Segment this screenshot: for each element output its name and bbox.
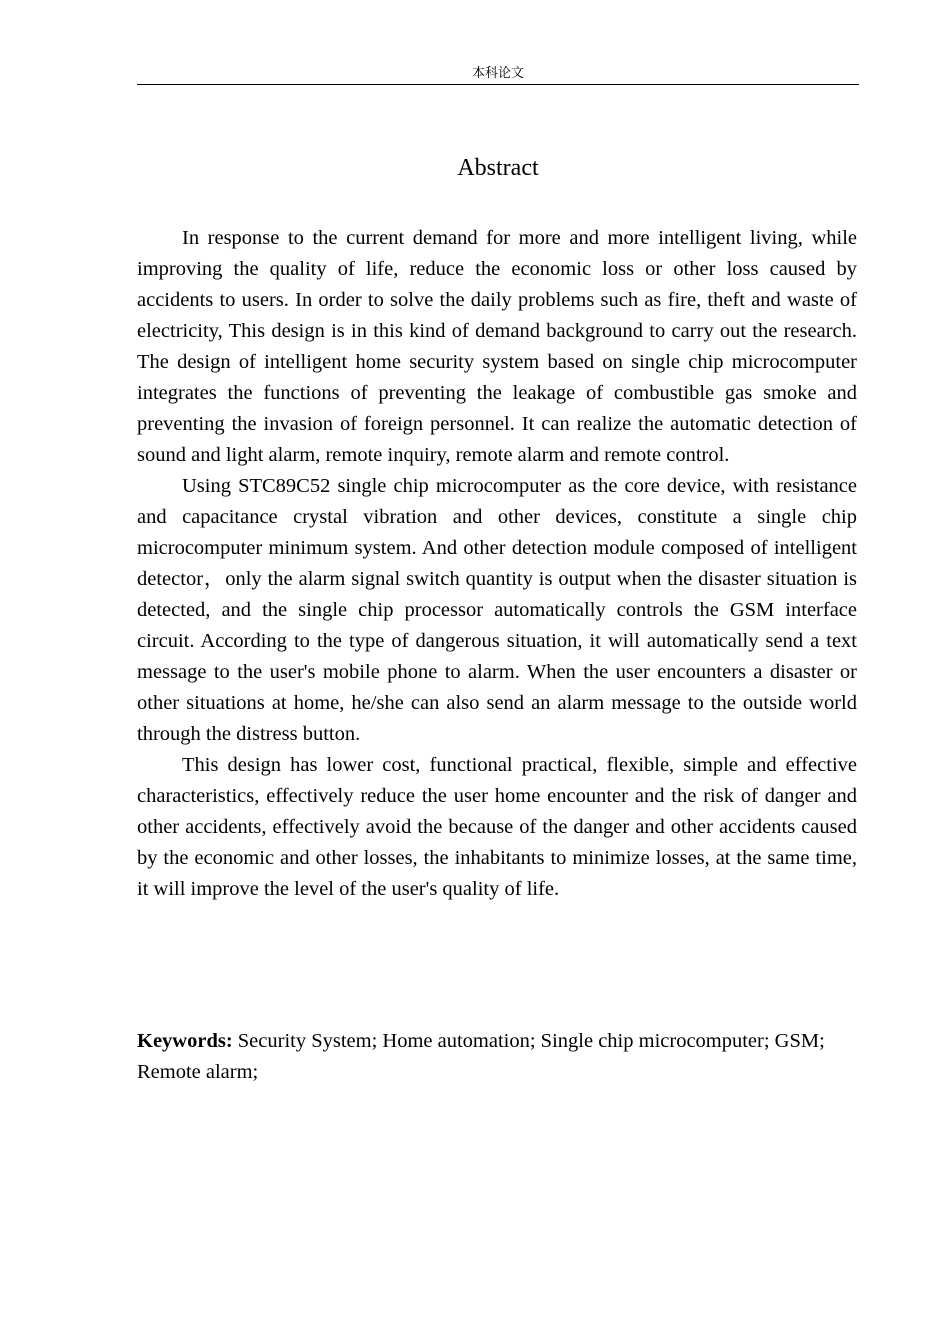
keywords-label: Keywords: xyxy=(137,1030,233,1052)
abstract-paragraph-3: This design has lower cost, functional practical, flexible, simple and effective characteristics, effectively reduce the user home encounter and the risk of danger and other accidents, effectively avoid the because of the danger and other accidents caused by the economic and other losses, the inhabitants to minimize losses, at the same time, it will improve the level of the user's quality of life. xyxy=(137,754,857,900)
keywords-section xyxy=(137,1026,857,1088)
abstract-paragraph-1: In response to the current demand for more and more intelligent living, while improving the quality of life, reduce the economic loss or other loss caused by accidents to users. In order to solve the daily problems such as fire, theft and waste of electricity, This design is in this kind of demand background to carry out the research. The design of intelligent home security system based on single chip microcomputer integrates the functions of preventing the leakage of combustible gas smoke and preventing the invasion of foreign personnel. It can realize the automatic detection of sound and light alarm, remote inquiry, remote alarm and remote control. xyxy=(137,227,857,466)
keywords-text: Security System; Home automation; Single chip microcomputer; GSM; Remote alarm; xyxy=(137,1030,825,1083)
page-header xyxy=(137,64,859,85)
abstract-paragraph-2: Using STC89C52 single chip microcomputer as the core device, with resistance and capacitance crystal vibration and other devices, constitute a single chip microcomputer minimum system. And other detection module composed of intelligent detector，only the alarm signal switch quantity is output when the disaster situation is detected, and the single chip processor automatically controls the GSM interface circuit. According to the type of dangerous situation, it will automatically send a text message to the user's mobile phone to alarm. When the user encounters a disaster or other situations at home, he/she can also send an alarm message to the outside world through the distress button. xyxy=(137,475,857,745)
abstract-body xyxy=(137,223,857,905)
header-text: 本科论文 xyxy=(471,66,524,81)
abstract-title: Abstract xyxy=(457,155,539,181)
